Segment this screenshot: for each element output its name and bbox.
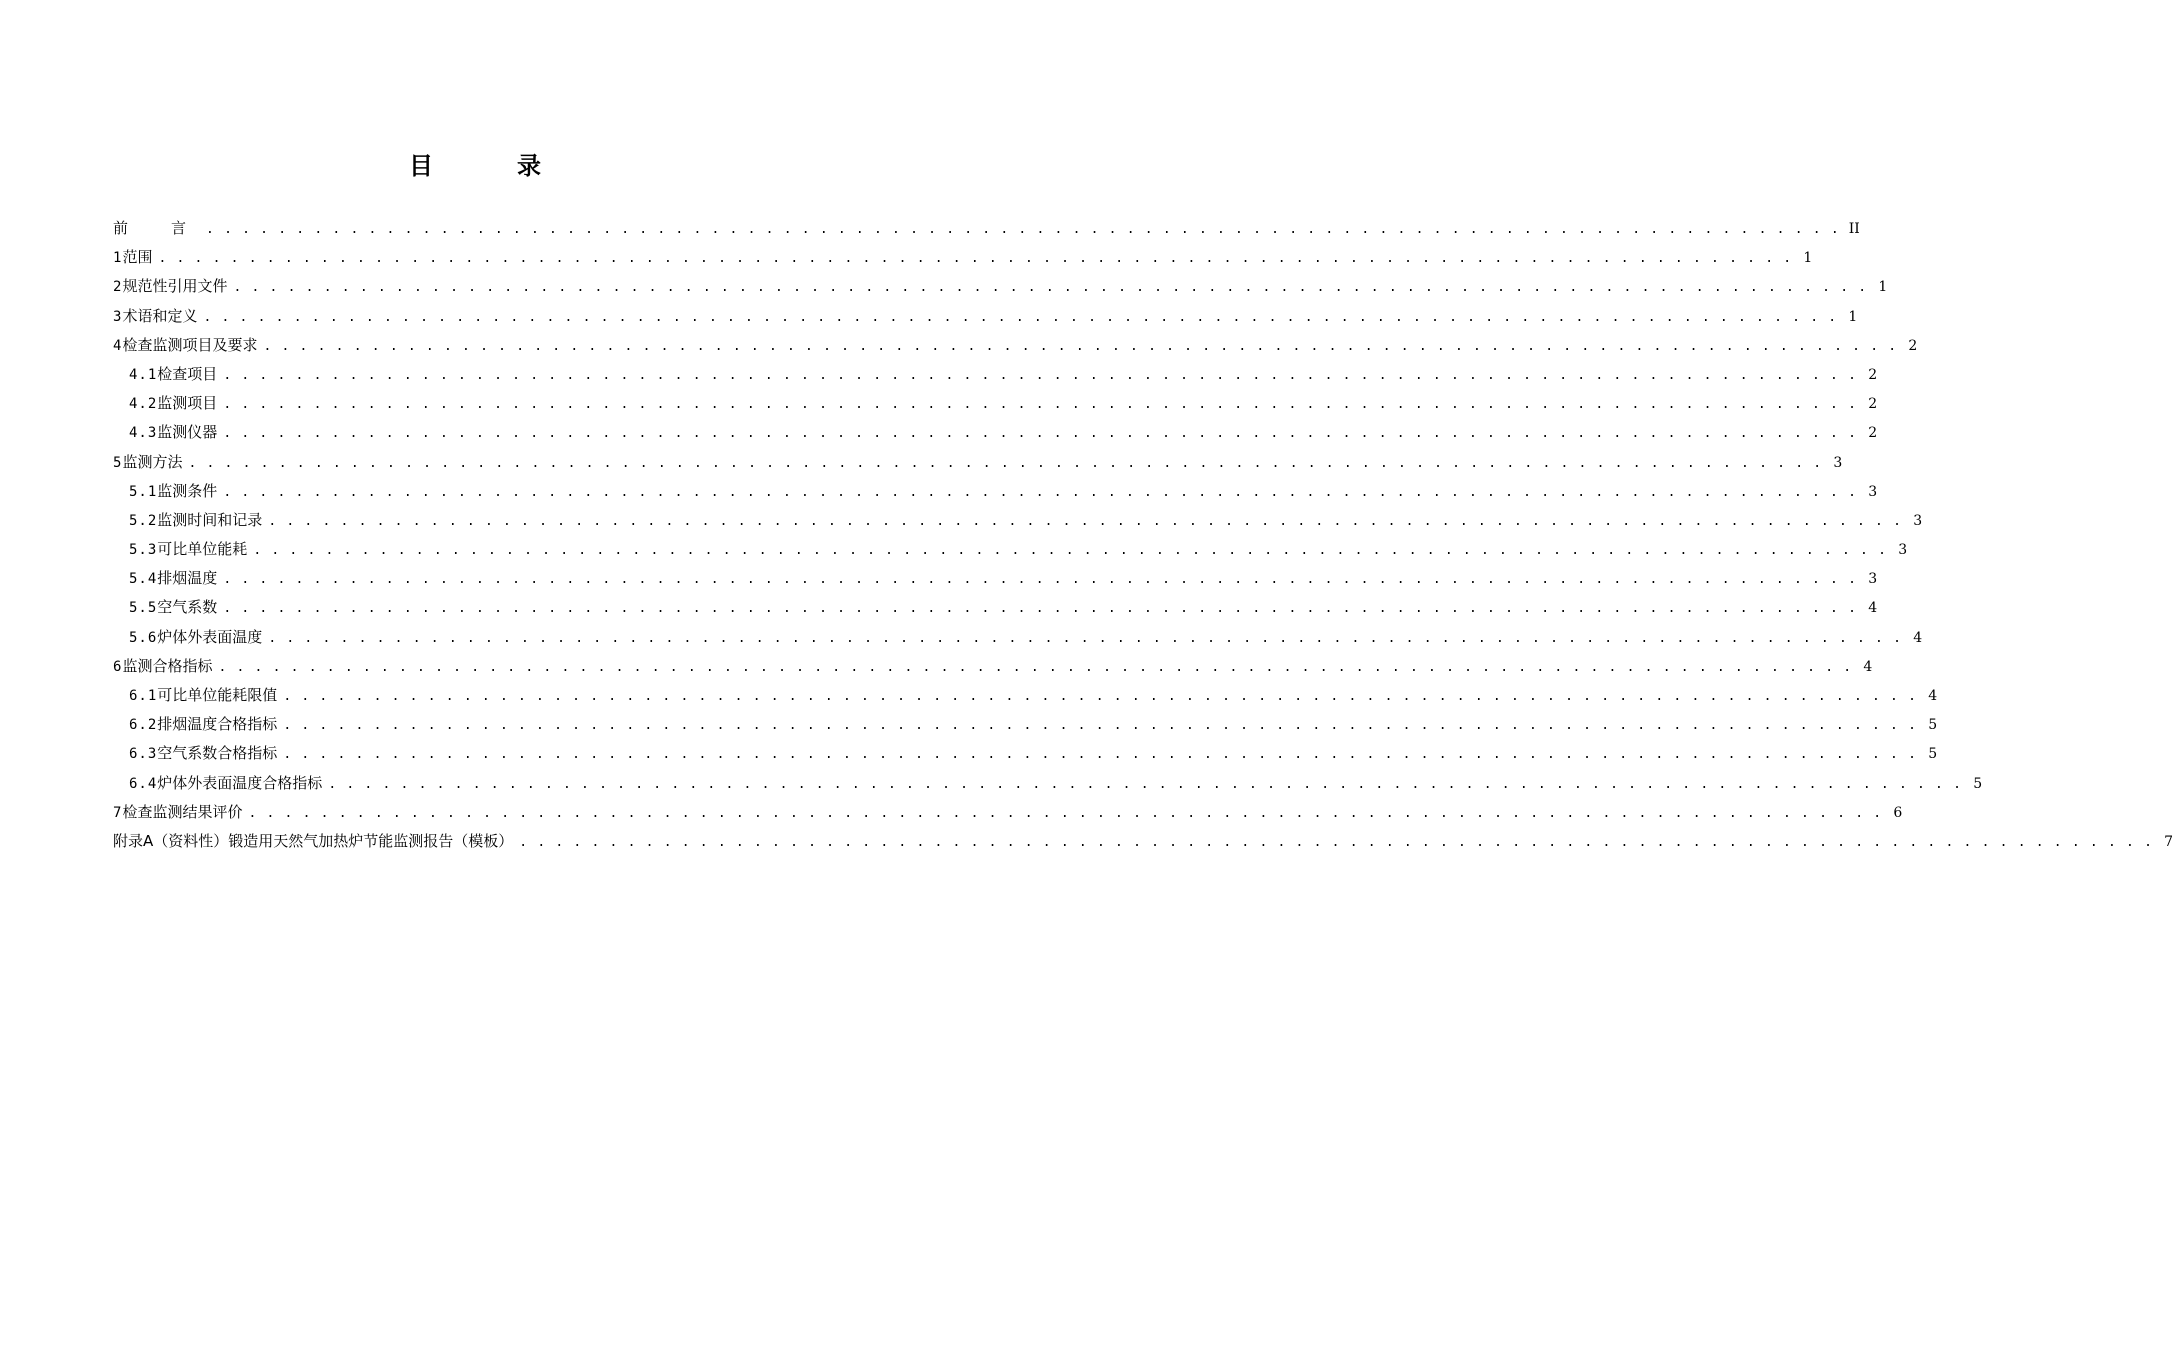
toc-leader-dots: . . . . . . . . . . . . . . . . . . . . . . . . . . . . . . . . . . . . . . . . . . . . . . . . . . . . . . . . . . . . . . . . . . . . . . . . . . . . . . . . . . . . . . . . . . . [328, 776, 1963, 792]
toc-entry-label: 监测项目 [157, 394, 218, 413]
toc-entry[interactable] [113, 798, 1903, 827]
toc-entry-page: 1 [1878, 279, 1888, 296]
toc-entry-label: 可比单位能耗限值 [157, 686, 278, 704]
toc-entry[interactable] [113, 710, 1938, 739]
toc-leader-dots: . . . . . . . . . . . . . . . . . . . . . . . . . . . . . . . . . . . . . . . . . . . . . . . . . . . . . . . . . . . . . . . . . . . . . . . . . . . . . . . . . . . . . . . . . . . [223, 484, 1858, 500]
toc-entry-page: 7 [2164, 833, 2173, 850]
toc-entry-label: 附录A（资料性）锻造用天然气加热炉节能监测报告（模板） [113, 831, 514, 850]
toc-leader-dots: . . . . . . . . . . . . . . . . . . . . . . . . . . . . . . . . . . . . . . . . . . . . . . . . . . . . . . . . . . . . . . . . . . . . . . . . . . . . . . . . . . . . . . . . . . . [268, 513, 1903, 529]
toc-leader-dots: . . . . . . . . . . . . . . . . . . . . . . . . . . . . . . . . . . . . . . . . . . . . . . . . . . . . . . . . . . . . . . . . . . . . . . . . . . . . . . . . . . . . . . . . . . . [223, 572, 1858, 588]
toc-entry-number: 7 [113, 804, 123, 821]
toc-entry-label: 范围 [122, 248, 153, 267]
toc-leader-dots: . . . . . . . . . . . . . . . . . . . . . . . . . . . . . . . . . . . . . . . . . . . . . . . . . . . . . . . . . . . . . . . . . . . . . . . . . . . . . . . . . . . . . . . . . . . [283, 718, 1918, 734]
toc-entry[interactable] [113, 243, 1813, 272]
toc-entry-number: 4.3 [129, 425, 158, 442]
toc-leader-dots: . . . . . . . . . . . . . . . . . . . . . . . . . . . . . . . . . . . . . . . . . . . . . . . . . . . . . . . . . . . . . . . . . . . . . . . . . . . . . . . . . . . . . . . . . . . [263, 338, 1898, 354]
toc-entry[interactable] [113, 302, 1858, 331]
toc-entry-page: 2 [1868, 366, 1878, 383]
toc-entry-label: 检查监测项目及要求 [122, 335, 258, 354]
toc-entry-number: 4.2 [129, 396, 158, 413]
toc-entry-number: 5.1 [129, 483, 158, 500]
toc-entry-label: 监测仪器 [157, 423, 218, 442]
toc-entry-label: 排烟温度合格指标 [157, 715, 278, 734]
toc-leader-dots: . . . . . . . . . . . . . . . . . . . . . . . . . . . . . . . . . . . . . . . . . . . . . . . . . . . . . . . . . . . . . . . . . . . . . . . . . . . . . . . . . . . . . . . . . . . [203, 309, 1838, 325]
toc-entry-number: 6.1 [129, 688, 158, 704]
toc-leader-dots: . . . . . . . . . . . . . . . . . . . . . . . . . . . . . . . . . . . . . . . . . . . . . . . . . . . . . . . . . . . . . . . . . . . . . . . . . . . . . . . . . . . . . . . . . . . [223, 397, 1858, 413]
toc-leader-dots: . . . . . . . . . . . . . . . . . . . . . . . . . . . . . . . . . . . . . . . . . . . . . . . . . . . . . . . . . . . . . . . . . . . . . . . . . . . . . . . . . . . . . . . . . . . [283, 689, 1918, 704]
toc-entry[interactable] [113, 681, 1938, 710]
toc-entry-number: 4.1 [129, 366, 158, 383]
toc-entry-label: 监测时间和记录 [157, 510, 263, 529]
toc-entry-number: 5.2 [129, 512, 158, 529]
toc-entry[interactable] [113, 623, 1923, 652]
toc-entry[interactable] [113, 769, 1983, 798]
toc-entry-number: 6.2 [129, 717, 158, 734]
toc-leader-dots: . . . . . . . . . . . . . . . . . . . . . . . . . . . . . . . . . . . . . . . . . . . . . . . . . . . . . . . . . . . . . . . . . . . . . . . . . . . . . . . . . . . . . . . . . . . [233, 280, 1868, 296]
toc-entry-page: 3 [1868, 571, 1878, 588]
toc-entry[interactable] [113, 360, 1878, 389]
toc-leader-dots: . . . . . . . . . . . . . . . . . . . . . . . . . . . . . . . . . . . . . . . . . . . . . . . . . . . . . . . . . . . . . . . . . . . . . . . . . . . . . . . . . . . . . . . . . . . [283, 747, 1918, 763]
toc-entry[interactable] [113, 418, 1878, 447]
toc-entry-label: 空气系数合格指标 [157, 744, 278, 763]
toc-entry[interactable] [113, 652, 1873, 681]
toc-entry-page: 5 [1928, 746, 1938, 763]
toc-entry-page: II [1848, 221, 1860, 237]
toc-leader-dots: . . . . . . . . . . . . . . . . . . . . . . . . . . . . . . . . . . . . . . . . . . . . . . . . . . . . . . . . . . . . . . . . . . . . . . . . . . . . . . . . . . . . . . . . . . . [248, 805, 1883, 821]
toc-leader-dots: . . . . . . . . . . . . . . . . . . . . . . . . . . . . . . . . . . . . . . . . . . . . . . . . . . . . . . . . . . . . . . . . . . . . . . . . . . . . . . . . . . . . . . . . . . . [158, 251, 1793, 267]
toc-entry-number: 5 [113, 454, 123, 471]
toc-leader-dots: . . . . . . . . . . . . . . . . . . . . . . . . . . . . . . . . . . . . . . . . . . . . . . . . . . . . . . . . . . . . . . . . . . . . . . . . . . . . . . . . . . . . . . . . . . . [253, 543, 1888, 559]
toc-entry-page: 2 [1868, 425, 1878, 442]
toc-entry-label: 炉体外表面温度合格指标 [157, 773, 323, 792]
toc-entry-page: 6 [1893, 804, 1903, 821]
toc-entry-page: 4 [1868, 600, 1878, 617]
toc-entry-label: 监测条件 [157, 481, 218, 500]
toc-entry[interactable] [113, 827, 2173, 856]
toc-entry-number: 1 [113, 250, 123, 267]
toc-entry[interactable] [113, 389, 1878, 418]
toc-entry-number: 5.5 [129, 600, 158, 617]
toc-entry-label: 检查监测结果评价 [122, 802, 243, 821]
toc-entry-page: 1 [1803, 250, 1813, 267]
toc-entry[interactable] [113, 214, 1860, 243]
toc-entry-number: 6.4 [129, 775, 158, 792]
toc-entry[interactable] [113, 477, 1878, 506]
toc-entry-label: 排烟温度 [157, 569, 218, 588]
toc-entry-page: 4 [1863, 658, 1873, 675]
toc-entry[interactable] [113, 331, 1918, 360]
toc-leader-dots: . . . . . . . . . . . . . . . . . . . . . . . . . . . . . . . . . . . . . . . . . . . . . . . . . . . . . . . . . . . . . . . . . . . . . . . . . . . . . . . . . . . . . . . . . . . [223, 601, 1858, 617]
toc-entry-page: 3 [1833, 454, 1843, 471]
toc-entry-label: 前 言 [113, 219, 201, 237]
toc-leader-dots: . . . . . . . . . . . . . . . . . . . . . . . . . . . . . . . . . . . . . . . . . . . . . . . . . . . . . . . . . . . . . . . . . . . . . . . . . . . . . . . . . . . . . . . . . . . [206, 222, 1840, 237]
toc-entry-label: 规范性引用文件 [122, 277, 228, 296]
toc-entry[interactable] [113, 535, 1908, 564]
toc-entry-page: 3 [1898, 542, 1908, 559]
toc-entry-number: 3 [113, 308, 123, 325]
table-of-contents [113, 214, 2173, 856]
toc-entry-label: 炉体外表面温度 [157, 627, 263, 646]
toc-entry-page: 1 [1848, 308, 1858, 325]
toc-entry-page: 4 [1913, 629, 1923, 646]
toc-entry[interactable] [113, 564, 1878, 593]
toc-entry-number: 4 [113, 337, 123, 354]
toc-entry-page: 4 [1928, 688, 1938, 704]
toc-leader-dots: . . . . . . . . . . . . . . . . . . . . . . . . . . . . . . . . . . . . . . . . . . . . . . . . . . . . . . . . . . . . . . . . . . . . . . . . . . . . . . . . . . . . . . . . . . . [519, 834, 2154, 850]
toc-entry-label: 监测合格指标 [122, 656, 213, 675]
toc-entry-number: 5.6 [129, 629, 158, 646]
toc-entry[interactable] [113, 448, 1843, 477]
toc-entry-page: 2 [1908, 337, 1918, 354]
toc-entry[interactable] [113, 272, 1888, 301]
toc-entry-label: 术语和定义 [122, 306, 198, 325]
toc-leader-dots: . . . . . . . . . . . . . . . . . . . . . . . . . . . . . . . . . . . . . . . . . . . . . . . . . . . . . . . . . . . . . . . . . . . . . . . . . . . . . . . . . . . . . . . . . . . [223, 367, 1858, 383]
toc-leader-dots: . . . . . . . . . . . . . . . . . . . . . . . . . . . . . . . . . . . . . . . . . . . . . . . . . . . . . . . . . . . . . . . . . . . . . . . . . . . . . . . . . . . . . . . . . . . [188, 455, 1823, 471]
toc-leader-dots: . . . . . . . . . . . . . . . . . . . . . . . . . . . . . . . . . . . . . . . . . . . . . . . . . . . . . . . . . . . . . . . . . . . . . . . . . . . . . . . . . . . . . . . . . . . [223, 426, 1858, 442]
toc-entry-label: 监测方法 [122, 452, 183, 471]
toc-leader-dots: . . . . . . . . . . . . . . . . . . . . . . . . . . . . . . . . . . . . . . . . . . . . . . . . . . . . . . . . . . . . . . . . . . . . . . . . . . . . . . . . . . . . . . . . . . . [268, 630, 1903, 646]
toc-entry-number: 6.3 [129, 746, 158, 763]
toc-leader-dots: . . . . . . . . . . . . . . . . . . . . . . . . . . . . . . . . . . . . . . . . . . . . . . . . . . . . . . . . . . . . . . . . . . . . . . . . . . . . . . . . . . . . . . . . . . . [218, 659, 1853, 675]
toc-entry[interactable] [113, 593, 1878, 622]
toc-entry[interactable] [113, 506, 1923, 535]
toc-entry-number: 5.4 [129, 571, 158, 588]
toc-entry-page: 5 [1928, 717, 1938, 734]
toc-entry-label: 可比单位能耗 [157, 540, 248, 559]
toc-entry-number: 2 [113, 279, 123, 296]
toc-entry-page: 5 [1973, 775, 1983, 792]
toc-entry-page: 3 [1868, 483, 1878, 500]
toc-entry-page: 3 [1913, 512, 1923, 529]
toc-entry-page: 2 [1868, 396, 1878, 413]
toc-entry-number: 6 [113, 658, 123, 675]
toc-entry-label: 检查项目 [157, 364, 218, 383]
toc-entry-label: 空气系数 [157, 598, 218, 617]
toc-entry-number: 5.3 [129, 542, 158, 559]
page-title: 目 录 [409, 152, 571, 180]
toc-entry[interactable] [113, 739, 1938, 768]
